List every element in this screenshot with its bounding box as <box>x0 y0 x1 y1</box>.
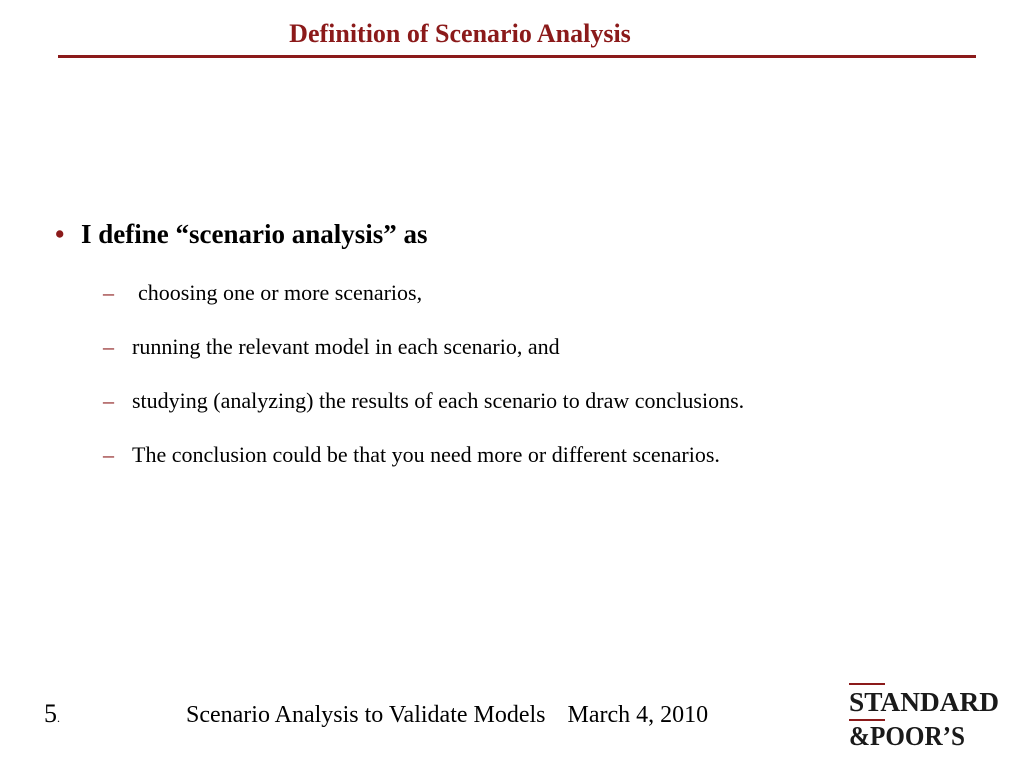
logo-line-2: &POOR’S <box>849 721 965 751</box>
page-number <box>44 697 60 735</box>
sub-bullet-1 <box>103 278 422 308</box>
sub-bullet-text: studying (analyzing) the results of each scenario to draw conclusions. <box>132 388 745 413</box>
footer-presentation-title: Scenario Analysis to Validate Models <box>186 702 546 728</box>
dash-marker: – <box>103 442 114 467</box>
logo-top-bar <box>849 683 885 685</box>
dash-marker: – <box>103 388 114 413</box>
dash-marker: – <box>103 334 114 359</box>
sub-bullet-3 <box>103 386 744 416</box>
footer-date: March 4, 2010 <box>567 702 709 728</box>
sub-bullet-4 <box>103 440 720 470</box>
title-underline <box>58 55 976 58</box>
logo-line-1: STANDARD <box>849 687 999 717</box>
sub-bullet-text: The conclusion could be that you need more or different scenarios. <box>132 442 720 467</box>
main-bullet <box>55 216 428 252</box>
footer-text <box>186 699 708 731</box>
sub-bullet-text: choosing one or more scenarios, <box>138 280 423 305</box>
sub-bullet-2 <box>103 332 560 362</box>
sub-bullet-text: running the relevant model in each scenario, and <box>132 334 560 359</box>
dash-marker: – <box>103 280 114 305</box>
main-bullet-text: I define “scenario analysis” as <box>81 219 428 249</box>
bullet-marker: • <box>55 219 65 249</box>
page-number-dot: . <box>57 711 60 725</box>
standard-and-poors-logo <box>849 683 1001 755</box>
slide-title: Definition of Scenario Analysis <box>289 19 631 48</box>
page-number-value: 5 <box>44 699 57 728</box>
